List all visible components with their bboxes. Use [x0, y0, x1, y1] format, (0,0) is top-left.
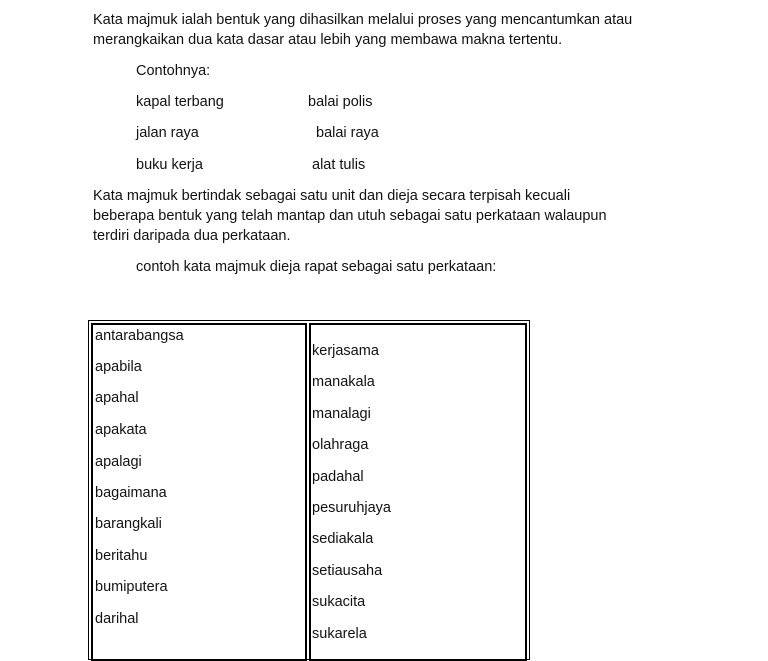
- table-cell: bagaimana: [95, 485, 167, 501]
- table-intro: contoh kata majmuk dieja rapat sebagai satu perkataan:: [136, 259, 497, 275]
- table-cell: sediakala: [312, 531, 374, 547]
- example-right-2: balai raya: [316, 125, 379, 141]
- table-cell: manakala: [312, 374, 375, 390]
- example-left-2: jalan raya: [136, 125, 199, 141]
- table-column-right: [309, 323, 527, 661]
- compound-words-table: [88, 320, 530, 660]
- table-cell: manalagi: [312, 406, 371, 422]
- intro-line-2: merangkaikan dua kata dasar atau lebih yang membawa makna tertentu.: [93, 32, 563, 48]
- table-cell: padahal: [312, 469, 364, 485]
- table-cell: bumiputera: [95, 579, 168, 595]
- example-left-3: buku kerja: [136, 157, 203, 173]
- table-cell: beritahu: [95, 548, 148, 564]
- example-left-1: kapal terbang: [136, 94, 224, 110]
- table-cell: apahal: [95, 390, 139, 406]
- table-cell: apalagi: [95, 454, 142, 470]
- table-cell: apabila: [95, 359, 142, 375]
- table-cell: darihal: [95, 611, 139, 627]
- intro-line-1: Kata majmuk ialah bentuk yang dihasilkan melalui proses yang mencantumkan atau: [93, 12, 633, 28]
- table-cell: setiausaha: [312, 563, 383, 579]
- para2-line-1: Kata majmuk bertindak sebagai satu unit dan dieja secara terpisah kecuali: [93, 188, 571, 204]
- table-cell: barangkali: [95, 516, 162, 532]
- table-column-left: [91, 323, 307, 661]
- table-cell: kerjasama: [312, 343, 379, 359]
- para2-line-3: terdiri daripada dua perkataan.: [93, 228, 291, 244]
- example-right-1: balai polis: [308, 94, 373, 110]
- table-cell: pesuruhjaya: [312, 500, 391, 516]
- table-cell: sukacita: [312, 594, 366, 610]
- table-cell: antarabangsa: [95, 328, 184, 344]
- table-cell: sukarela: [312, 626, 367, 642]
- table-cell: olahraga: [312, 437, 369, 453]
- table-cell: apakata: [95, 422, 147, 438]
- para2-line-2: beberapa bentuk yang telah mantap dan utuh sebagai satu perkataan walaupun: [93, 208, 607, 224]
- examples-heading: Contohnya:: [136, 63, 211, 79]
- example-right-3: alat tulis: [312, 157, 366, 173]
